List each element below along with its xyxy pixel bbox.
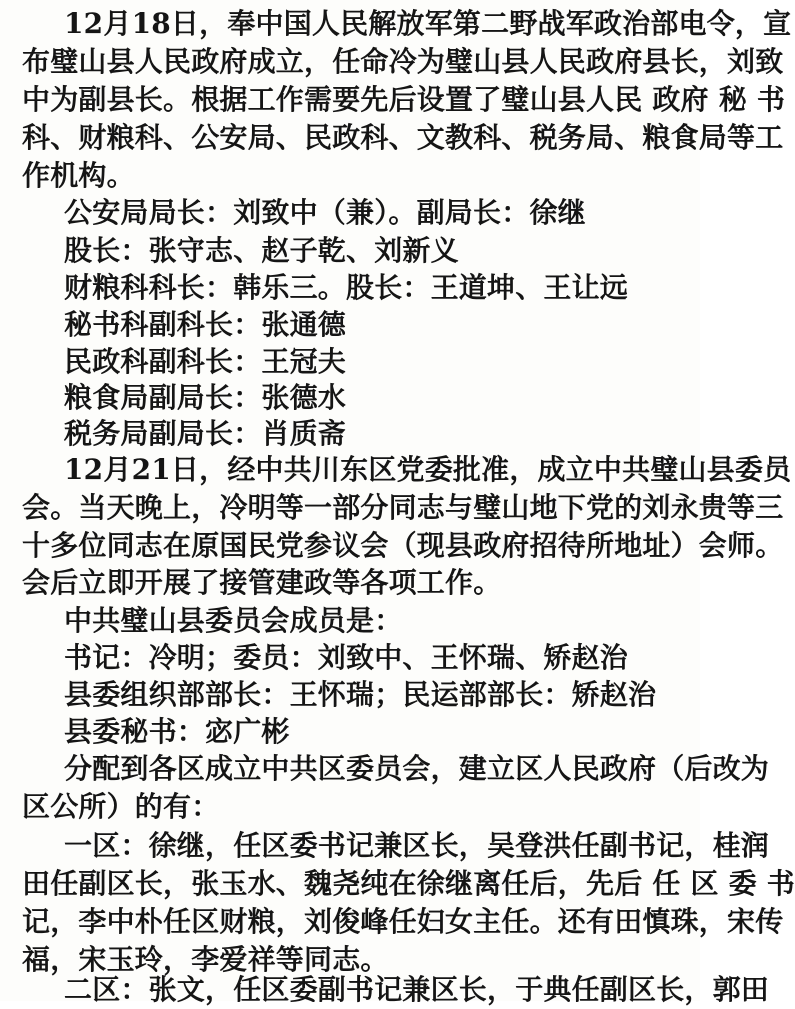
line-text: 记，李中朴任区财粮，刘俊峰任妇女主任。还有田慎珠，宋传 — [22, 905, 784, 938]
line-text: 田任副区长，张玉水、魏尧纯在徐继离任后，先后 任 区 委 书 — [22, 867, 795, 900]
line-text: 区公所）的有： — [22, 790, 220, 823]
text-line — [0, 526, 784, 565]
text-line — [0, 231, 764, 270]
text-line — [0, 787, 722, 826]
text-line — [0, 488, 784, 527]
text-line — [0, 675, 764, 714]
text-line — [0, 902, 784, 941]
line-text: 会。当天晚上，冷明等一部分同志与璧山地下党的刘永贵等三 — [22, 491, 784, 524]
line-text: 十多位同志在原国民党参议会（现县政府招待所地址）会师。 — [22, 529, 784, 562]
line-text: 12月18日，奉中国人民解放军第二野战军政治部电令，宣 — [64, 7, 792, 40]
line-text: 县委组织部部长：王怀瑞；民运部部长：矫赵治 — [64, 678, 657, 711]
text-line — [0, 156, 722, 195]
line-text: 股长：张守志、赵子乾、刘新义 — [64, 234, 459, 267]
text-line — [0, 749, 770, 788]
line-text: 12月21日，经中共川东区党委批准，成立中共璧山县委员 — [64, 453, 792, 486]
text-line — [0, 970, 770, 1009]
text-line — [0, 4, 792, 43]
line-text: 作机构。 — [22, 159, 135, 192]
text-line — [0, 563, 722, 602]
text-line — [0, 378, 764, 417]
text-line — [0, 826, 770, 865]
line-text: 书记：冷明；委员：刘致中、王怀瑞、矫赵治 — [64, 641, 629, 674]
line-text: 二区：张文，任区委副书记兼区长，于典任副区长，郭田 — [64, 973, 770, 1006]
text-line — [0, 42, 784, 81]
line-text: 粮食局副局长：张德水 — [64, 381, 347, 414]
line-text: 科、财粮科、公安局、民政科、文教科、税务局、粮食局等工 — [22, 121, 784, 154]
text-line — [0, 305, 764, 344]
line-text: 福，宋玉玲，李爱祥等同志。 — [22, 943, 389, 976]
line-text: 中共璧山县委员会成员是： — [64, 604, 403, 637]
line-text: 秘书科副科长：张通德 — [64, 308, 347, 341]
text-line — [0, 601, 764, 640]
text-line — [0, 268, 764, 307]
line-text: 财粮科科长：韩乐三。股长：王道坤、王让远 — [64, 271, 629, 304]
line-text: 会后立即开展了接管建政等各项工作。 — [22, 566, 502, 599]
line-text: 中为副县长。根据工作需要先后设置了璧山县人民 政府 秘 书 — [22, 83, 786, 116]
text-line — [0, 80, 786, 119]
text-line — [0, 450, 792, 489]
text-line — [0, 193, 764, 232]
line-text: 一区：徐继，任区委书记兼区长，吴登洪任副书记，桂润 — [64, 829, 770, 862]
line-text: 公安局局长：刘致中（兼）。副局长：徐继 — [64, 196, 586, 229]
text-line — [0, 118, 784, 157]
text-line — [0, 712, 764, 751]
line-text: 布璧山县人民政府成立，任命冷为璧山县人民政府县长，刘致 — [22, 45, 784, 78]
text-line — [0, 638, 764, 677]
text-line — [0, 342, 764, 381]
line-text: 税务局副局长：肖质斋 — [64, 417, 347, 450]
line-text: 民政科副科长：王冠夫 — [64, 345, 347, 378]
text-line — [0, 864, 795, 903]
line-text: 分配到各区成立中共区委员会，建立区人民政府（后改为 — [64, 752, 770, 785]
text-line — [0, 414, 764, 453]
line-text: 县委秘书：宓广彬 — [64, 715, 290, 748]
